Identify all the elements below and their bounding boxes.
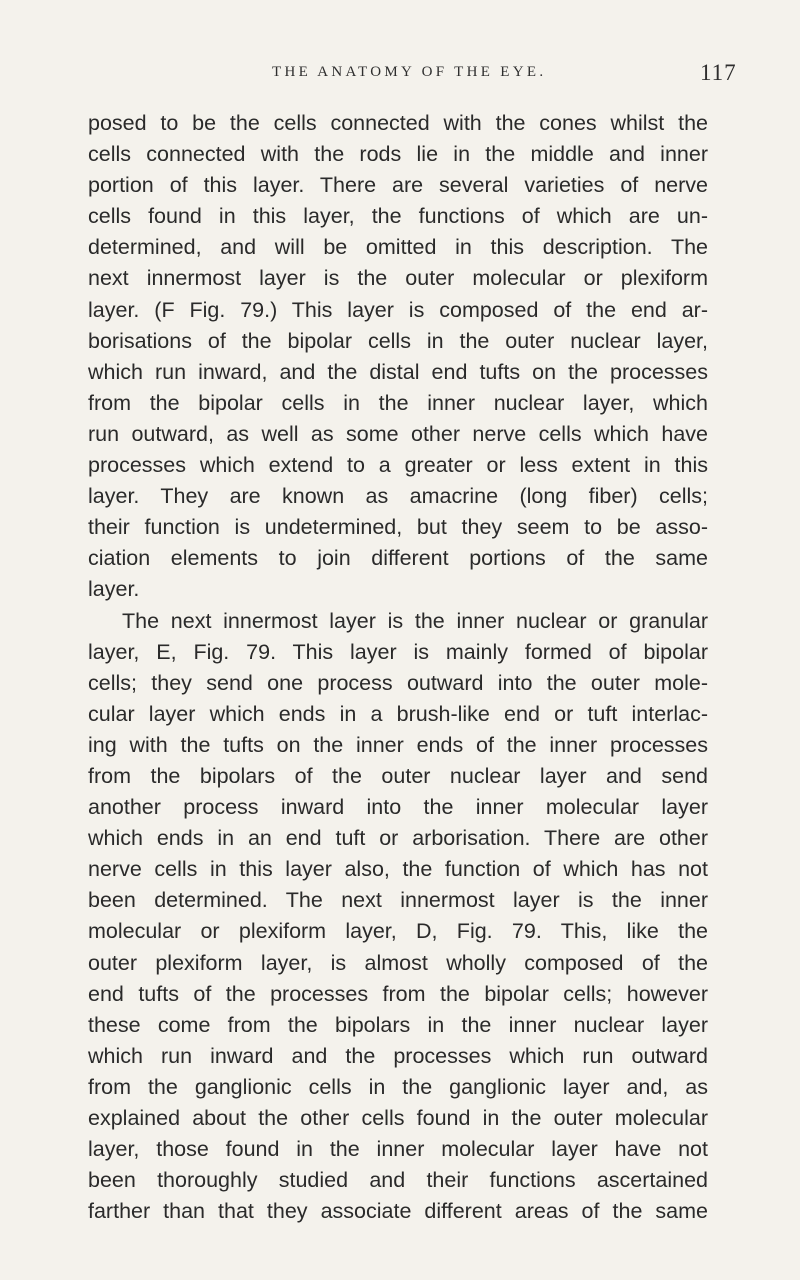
text-line: nerve cells in this layer also, the function of which has not <box>88 857 708 882</box>
text-line: which run inward and the processes which run outward <box>88 1043 708 1068</box>
text-line: portion of this layer. There are several varieties of nerve <box>88 173 708 198</box>
text-line: from the bipolar cells in the inner nuclear layer, which <box>88 390 708 415</box>
text-line: been determined. The next innermost layer is the inner <box>88 888 708 913</box>
text-line: outer plexiform layer, is almost wholly composed of the <box>88 950 708 975</box>
page-number: 117 <box>700 60 737 85</box>
text-line: posed to be the cells connected with the cones whilst the <box>88 111 708 135</box>
text-line: molecular or plexiform layer, D, Fig. 79. This, like the <box>88 919 708 944</box>
text-line: layer. (F Fig. 79.) This layer is composed of the end ar- <box>88 297 708 322</box>
text-line: layer. They are known as amacrine (long fiber) cells; <box>88 484 708 509</box>
text-line: ing with the tufts on the inner ends of the inner processes <box>88 732 708 757</box>
text-line: from the bipolars of the outer nuclear layer and send <box>88 763 708 788</box>
text-line: run outward, as well as some other nerve cells which have <box>88 421 708 446</box>
text-line: farther than that they associate different areas of the same <box>88 1199 708 1224</box>
running-head <box>0 60 800 90</box>
text-line: their function is undetermined, but they seem to be asso- <box>88 515 708 540</box>
text-line: from the ganglionic cells in the ganglionic layer and, as <box>88 1074 708 1099</box>
text-line: cells connected with the rods lie in the middle and inner <box>88 142 708 167</box>
text-line: these come from the bipolars in the inner nuclear layer <box>88 1012 708 1037</box>
text-line: another process inward into the inner molecular layer <box>88 795 708 820</box>
text-line: which ends in an end tuft or arborisation. There are other <box>88 826 708 851</box>
text-line: next innermost layer is the outer molecular or plexiform <box>88 266 708 291</box>
text-line: explained about the other cells found in the outer molecular <box>88 1106 708 1130</box>
text-line: cells found in this layer, the functions of which are un- <box>88 204 708 229</box>
text-line: cells; they send one process outward into the outer mole- <box>88 670 708 695</box>
text-line: borisations of the bipolar cells in the outer nuclear layer, <box>88 328 708 353</box>
body-text <box>88 108 708 1227</box>
text-line: determined, and will be omitted in this description. The <box>88 235 708 260</box>
text-line: ciation elements to join different portions of the same <box>88 546 708 571</box>
text-line: which run inward, and the distal end tufts on the processes <box>88 359 708 384</box>
text-line: been thoroughly studied and their functions ascertained <box>88 1168 708 1193</box>
running-title: THE ANATOMY OF THE EYE. <box>272 64 547 80</box>
text-line: cular layer which ends in a brush-like end or tuft interlac- <box>88 701 708 726</box>
text-line: layer, those found in the inner molecular layer have not <box>88 1137 708 1162</box>
text-line: layer. <box>88 577 140 602</box>
text-line: end tufts of the processes from the bipolar cells; however <box>88 981 708 1006</box>
text-line: processes which extend to a greater or less extent in this <box>88 453 708 478</box>
text-line: layer, E, Fig. 79. This layer is mainly formed of bipolar <box>88 639 708 664</box>
text-line: The next innermost layer is the inner nuclear or granular <box>122 608 708 633</box>
